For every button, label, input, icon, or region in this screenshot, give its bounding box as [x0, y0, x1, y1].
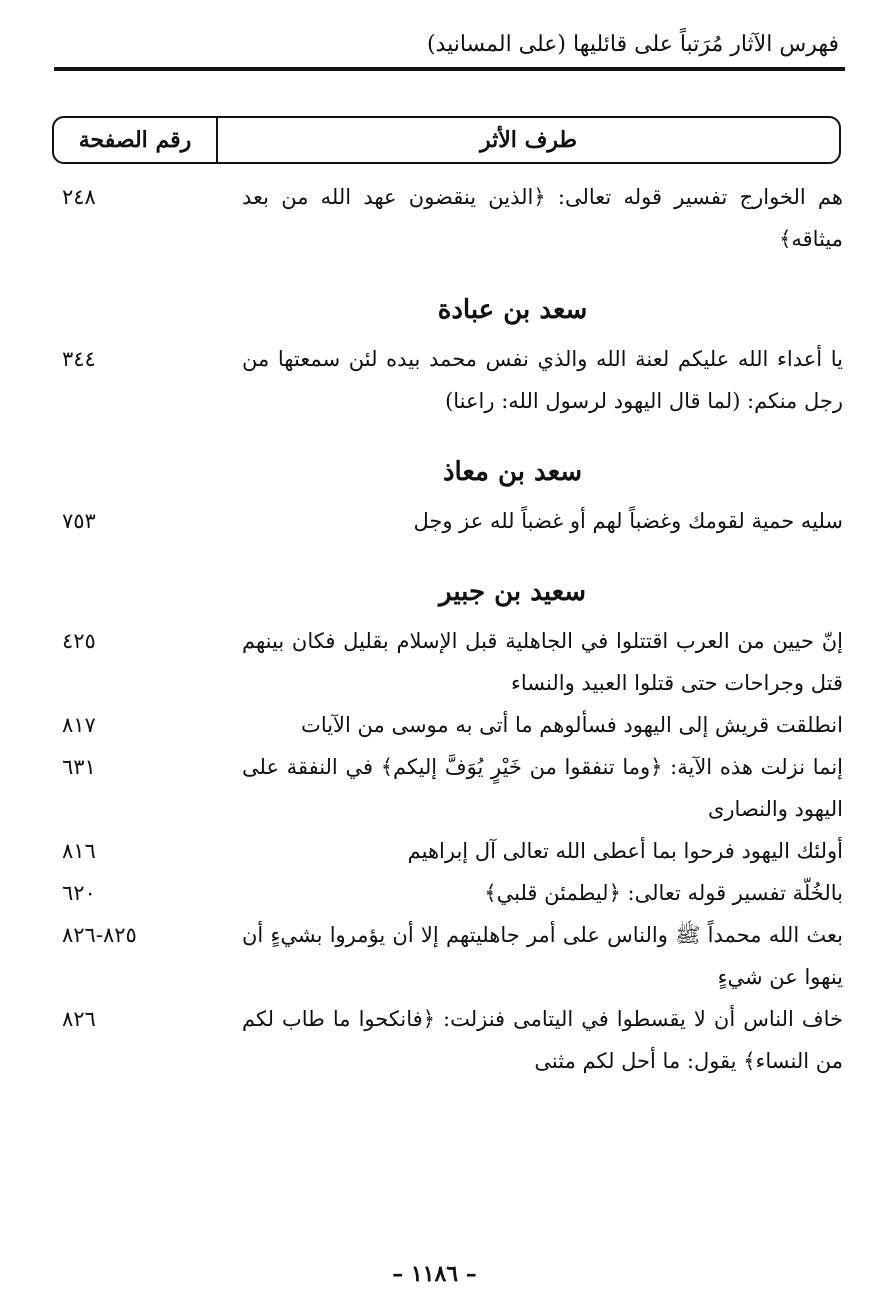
entry-page-number: ٢٤٨ — [62, 185, 96, 209]
index-entry — [52, 914, 843, 998]
page-number-footer: – ١١٨٦ – — [392, 1261, 477, 1287]
entry-page-number: ٨١٦ — [62, 839, 96, 863]
entry-text: أولئك اليهود فرحوا بما أعطى الله تعالى آل إبراهيم — [407, 839, 843, 863]
entry-text: انطلقت قريش إلى اليهود فسألوهم ما أتى به موسى من الآيات — [301, 713, 843, 737]
entry-page-number: ٨٢٦ — [62, 1007, 96, 1031]
section-heading: سعد بن عبادة — [437, 295, 588, 325]
entry-page-number: ٣٤٤ — [62, 347, 96, 371]
column-header-athar: طرف الأثر — [479, 127, 578, 153]
section-heading: سعد بن معاذ — [442, 457, 583, 487]
table-header — [52, 116, 841, 164]
section-heading: سعيد بن جبير — [438, 577, 587, 607]
entry-text: يا أعداء الله عليكم لعنة الله والذي نفس محمد بيده لئن سمعتها من رجل منكم: (لما قال اليهود لرسول الله: راعنا) — [242, 347, 843, 413]
index-entry — [52, 500, 843, 542]
column-header-page: رقم الصفحة — [54, 118, 218, 162]
entry-text: سليه حمية لقومك وغضباً لهم أو غضباً لله عز وجل — [413, 509, 843, 533]
entry-page-number: ٨١٧ — [62, 713, 96, 737]
index-entry — [52, 176, 843, 260]
index-content — [52, 176, 843, 1082]
entry-text: بالخُلّة تفسير قوله تعالى: ﴿ليطمئن قلبي﴾ — [484, 881, 843, 905]
entry-page-number: ٦٣١ — [62, 755, 96, 779]
index-entry — [52, 620, 843, 704]
index-entry — [52, 830, 843, 872]
entry-page-number: ٤٢٥ — [62, 629, 96, 653]
entry-text: إنما نزلت هذه الآية: ﴿وما تنفقوا من خَيْرٍ يُوَفَّ إليكم﴾ في النفقة على اليهود والنصارى — [242, 755, 843, 821]
running-head: فهرس الآثار مُرَتباً على قائليها (على المسانيد) — [426, 32, 839, 57]
index-entry — [52, 872, 843, 914]
entry-text: خاف الناس أن لا يقسطوا في اليتامى فنزلت: ﴿فانكحوا ما طاب لكم من النساء﴾ يقول: ما أحل لكم مثنى — [242, 1007, 843, 1073]
entry-page-number: ٧٥٣ — [62, 509, 96, 533]
entry-text: بعث الله محمداً ﷺ والناس على أمر جاهليتهم إلا أن يؤمروا بشيءٍ أن ينهوا عن شيءٍ — [242, 923, 843, 989]
entry-page-number: ٨٢٥-٨٢٦ — [62, 923, 137, 947]
entry-page-number: ٦٢٠ — [62, 881, 96, 905]
entry-text: إنّ حيين من العرب اقتتلوا في الجاهلية قبل الإسلام بقليل فكان بينهم قتل وجراحات حتى قتلوا العبيد والنساء — [242, 629, 843, 695]
index-entry — [52, 746, 843, 830]
index-entry — [52, 338, 843, 422]
entry-text: هم الخوارج تفسير قوله تعالى: ﴿الذين ينقضون عهد الله من بعد ميثاقه﴾ — [242, 185, 843, 251]
index-entry — [52, 704, 843, 746]
header-rule — [54, 67, 845, 71]
index-entry — [52, 998, 843, 1082]
